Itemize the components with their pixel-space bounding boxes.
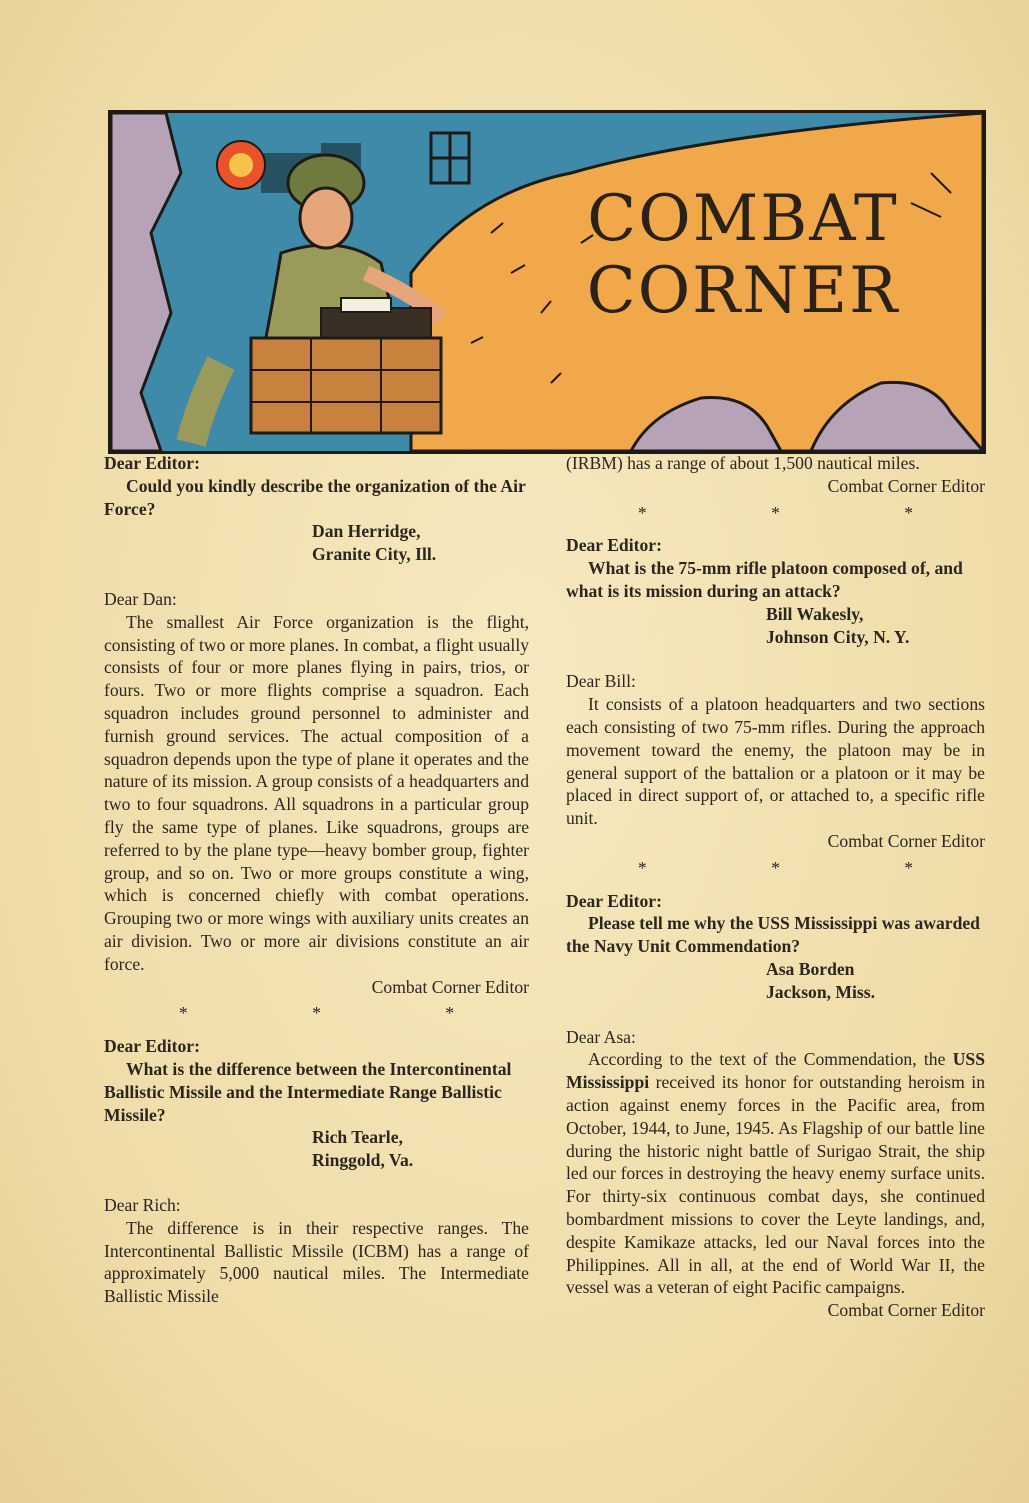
reply-text: The difference is in their respective ranges. The Intercontinental Ballistic Missile (ICBM) has a range of approximately 5,000 nautical miles. The Intermediate Ballistic Missile (104, 1217, 529, 1307)
reply-text (566, 1048, 985, 1299)
letter-question: What is the 75-mm rifle platoon composed of, and what is its mission during an attack? (566, 558, 963, 601)
reply-text-pre: According to the text of the Commendation, the (588, 1049, 953, 1070)
banner-title-line2: CORNER (586, 254, 900, 328)
reply-salutation: Dear Bill: (566, 671, 636, 692)
separator-stars: * * * (637, 502, 974, 523)
banner-title-line1: COMBAT (587, 182, 899, 256)
combat-corner-banner (108, 110, 986, 454)
banner-title (543, 183, 943, 327)
letter-greeting: Dear Editor: (104, 453, 200, 473)
separator-stars: * * * (178, 1003, 515, 1024)
letter-location: Jackson, Miss. (766, 981, 875, 1002)
reply-signoff: Combat Corner Editor (827, 830, 985, 851)
reply-text-post: received its honor for outstanding heroism in action against enemy forces in the Pacific area, from October, 1944, to June, 1945. As Flagship of our battle line during the historic night battle of Surigao Strait, the ship led our forces in destroying the heavy enemy surface units. For thirty-six continuous combat days, she continued bombardment missions to cover the Leyte landings, and, despite Kamikaze attacks, led our Naval forces into the Philippines. All in all, at the end of World War II, the vessel was a veteran of eight Pacific campaigns. (566, 1072, 985, 1298)
reply-signoff: Combat Corner Editor (827, 475, 985, 496)
right-column (566, 452, 985, 1322)
left-column (104, 452, 529, 1308)
letter-author: Bill Wakesly, (766, 603, 864, 624)
reply-salutation: Dear Rich: (104, 1194, 181, 1215)
letter-location: Johnson City, N. Y. (766, 626, 910, 647)
ship-name: USS Mississippi (566, 1049, 985, 1093)
letter-author: Dan Herridge, (312, 521, 421, 542)
reply-text-continued: (IRBM) has a range of about 1,500 nautical miles. (566, 453, 920, 473)
reply-text: The smallest Air Force organization is the flight, consisting of two or more planes. In combat, a flight usually consists of four or more planes flying in pairs, trios, or fours. Two or more flights comprise a squadron. Each squadron includes ground personnel to administer and furnish ground services. The actual composition of a squadron depends upon the type of plane it operates and the nature of its mission. A group consists of a headquarters and two to four squadrons. All squadrons in a particular group fly the same type of planes. Like squadrons, groups are referred to by the plane type—heavy bomber group, fighter group, and so on. Two or more groups constitute a wing, which is concerned chiefly with combat operations. Grouping two or more wings with auxiliary units creates an air division. Two or more air divisions constitute an air force. (104, 611, 529, 974)
letter-greeting: Dear Editor: (104, 1036, 200, 1057)
reply-signoff: Combat Corner Editor (371, 976, 529, 997)
letter-location: Granite City, Ill. (312, 544, 437, 565)
reply-signoff: Combat Corner Editor (827, 1300, 985, 1321)
letter-location: Ringgold, Va. (312, 1150, 414, 1171)
reply-salutation: Dear Asa: (566, 1026, 636, 1047)
letter-question: Could you kindly describe the organization of the Air Force? (104, 475, 526, 519)
separator-stars: * * * (637, 857, 974, 878)
letter-question: What is the difference between the Intercontinental Ballistic Missile and the Intermediate Range Ballistic Missile? (104, 1058, 512, 1125)
letter-author: Rich Tearle, (312, 1127, 403, 1148)
letter-author: Asa Borden (766, 958, 855, 979)
reply-salutation: Dear Dan: (104, 588, 177, 609)
letter-greeting: Dear Editor: (566, 890, 662, 911)
reply-text: It consists of a platoon headquarters and two sections each consisting of two 75-mm rifles. During the approach movement toward the enemy, the platoon may be in general support of the battalion or a platoon or it may be placed in direct support of, or attached to, a specific rifle unit. (566, 694, 985, 829)
letter-question: Please tell me why the USS Mississippi was awarded the Navy Unit Commendation? (566, 913, 980, 957)
letter-greeting: Dear Editor: (566, 535, 662, 556)
